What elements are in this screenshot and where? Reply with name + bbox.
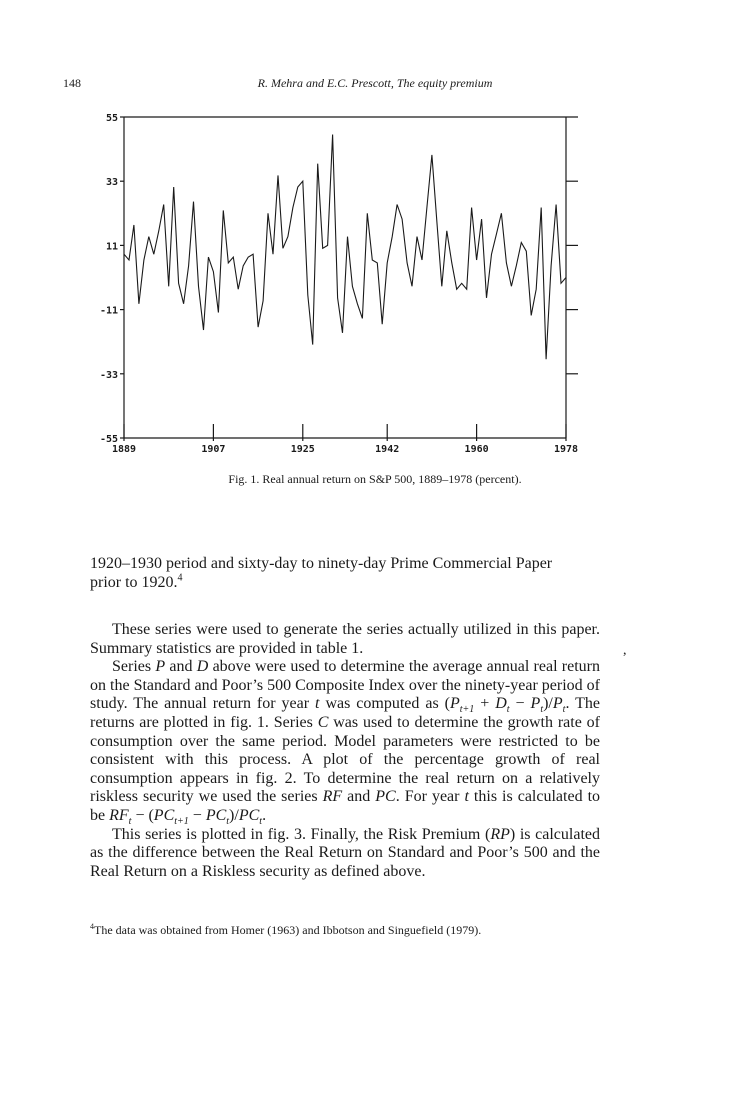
y-tick-label: 55 bbox=[105, 113, 118, 124]
running-title: R. Mehra and E.C. Prescott, The equity premium bbox=[257, 76, 493, 90]
x-tick-label: 1960 bbox=[464, 444, 489, 455]
x-tick-label: 1889 bbox=[111, 444, 137, 455]
paragraph-1: These series were used to generate the series actually utilized in this paper. Summary statistics are provided in table 1. bbox=[90, 621, 600, 657]
x-tick-label: 1907 bbox=[201, 444, 226, 455]
footnote-marker: 4 bbox=[90, 922, 94, 931]
footnote-text: The data was obtained from Homer (1963) and Ibbotson and Singuefield (1979). bbox=[94, 923, 482, 937]
figure-1-chart bbox=[0, 0, 750, 470]
x-axis-ticks bbox=[112, 424, 578, 455]
y-tick-label: -33 bbox=[99, 369, 118, 381]
figure-caption: Fig. 1. Real annual return on S&P 500, 1889–1978 (percent). bbox=[228, 472, 522, 486]
main-text bbox=[90, 621, 600, 881]
page-number: 148 bbox=[63, 76, 81, 90]
x-tick-label: 1978 bbox=[553, 444, 579, 455]
y-tick-label: -11 bbox=[99, 305, 118, 317]
y-tick-label: 33 bbox=[105, 177, 118, 189]
continuation-line-2: prior to 1920.$^4$ bbox=[90, 572, 183, 591]
stray-mark: , bbox=[623, 643, 627, 658]
series-line-real-return bbox=[124, 135, 566, 360]
y-tick-label: 11 bbox=[105, 241, 118, 253]
footnote bbox=[90, 922, 610, 938]
y-tick-label: -55 bbox=[99, 434, 118, 445]
continuation-text bbox=[90, 555, 600, 592]
x-tick-label: 1942 bbox=[375, 444, 400, 455]
x-tick-label: 1925 bbox=[290, 444, 315, 455]
y-axis-ticks bbox=[100, 113, 578, 445]
footnote-reference: 4 bbox=[177, 572, 183, 584]
paragraph-3: This series is plotted in fig. 3. Finally, the Risk Premium (RP) is calculated as the difference between the Real Return on Standard and Poor’s 500 and the Real Return on a Riskless security as defined above. bbox=[90, 825, 600, 880]
paragraph-2: Series P and D above were used to determine the average annual real return on the Standard and Poor’s 500 Composite Index over the ninety-year period of study. The annual return for year t was computed as $(P_{t+1} + D_t - P_t)/P_t$. The returns are plotted in fig. 1. Series C was used to determine the growth rate of consumption over the same period. Model parameters were restricted to be consistent with this process. A plot of the percentage growth of real consumption appears in fig. 2. To determine the real return on a relatively riskless security we used the series RF and PC. For year t this is calculated to be $RF_t - (PC_{t+1} - PC_t)/PC_t$. bbox=[90, 658, 601, 828]
continuation-line-1: 1920–1930 period and sixty-day to ninety-day Prime Commercial Paper bbox=[90, 555, 553, 572]
